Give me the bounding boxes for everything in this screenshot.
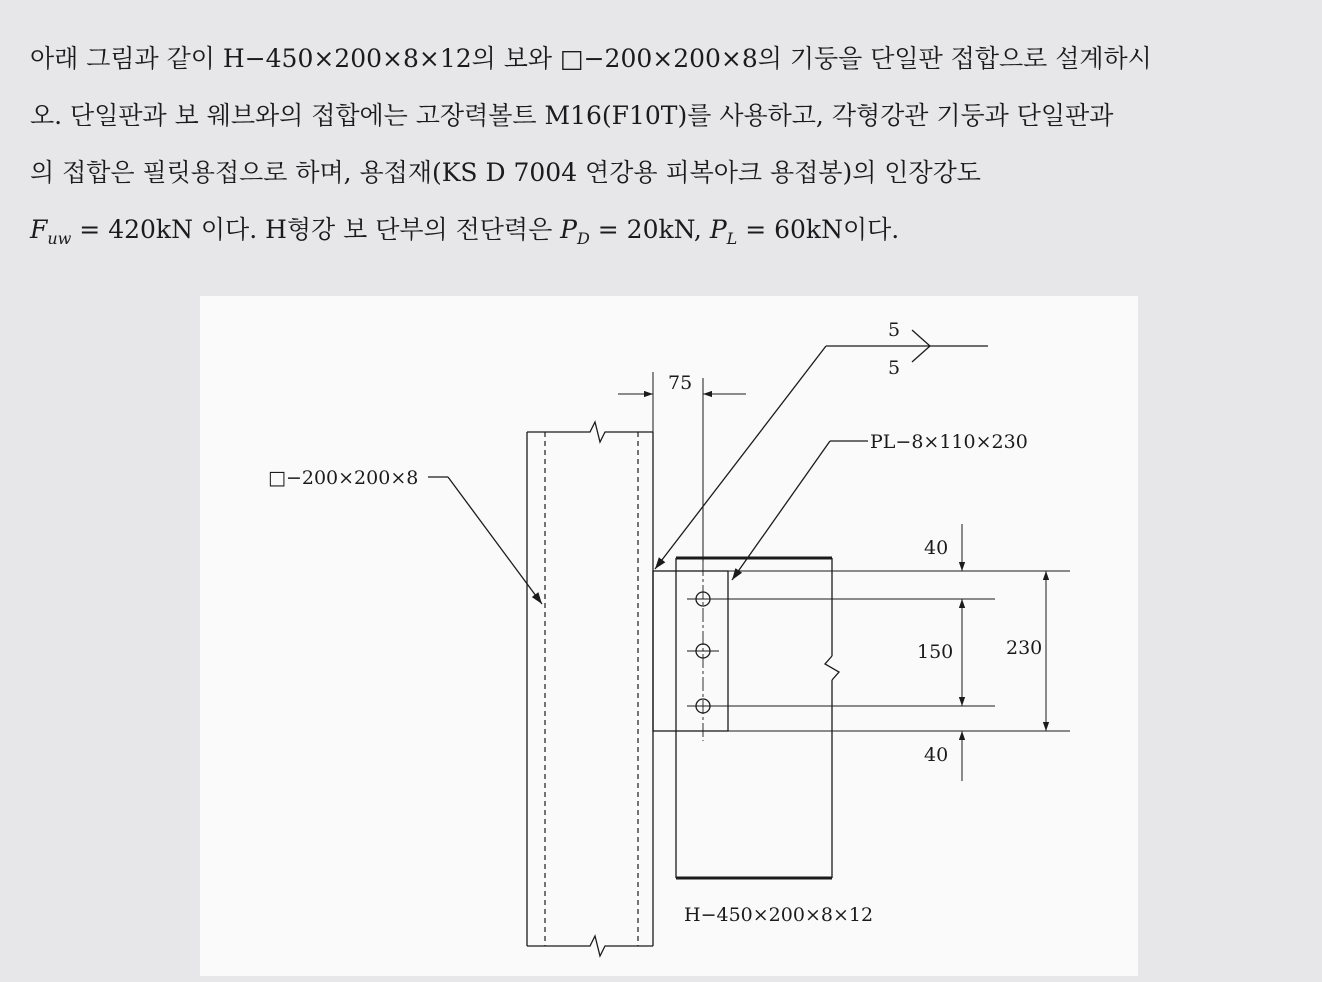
problem-statement	[30, 30, 1302, 267]
column-label: □−200×200×8	[268, 467, 419, 489]
problem-line-4	[30, 201, 1302, 267]
column-callout	[268, 467, 542, 604]
pd-symbol: P	[560, 215, 577, 244]
fuw-subscript: uw	[47, 229, 72, 248]
weld-size-bottom: 5	[888, 357, 901, 379]
problem-line-1: 아래 그림과 같이 H−450×200×8×12의 보와 □−200×200×8의 기둥을 단일판 접합으로 설계하시	[30, 44, 1152, 73]
beam-break-mark	[825, 656, 839, 680]
dim-edge-top-label: 40	[924, 537, 949, 559]
pl-symbol: P	[709, 215, 727, 244]
dim-pitch-label: 150	[917, 641, 954, 663]
pl-subscript: L	[726, 229, 738, 248]
column-bottom-break	[527, 936, 653, 956]
problem-line-3: 의 접합은 필릿용접으로 하며, 용접재(KS D 7004 연강용 피복아크 용접봉)의 인장강도	[30, 158, 981, 187]
dim-plate-length-label: 230	[1006, 637, 1043, 659]
dim-edge-bottom-label: 40	[924, 744, 949, 766]
weld-size-top: 5	[888, 319, 901, 341]
pl-value: = 60kN이다.	[737, 215, 900, 244]
column-leader	[448, 477, 542, 604]
connection-figure	[200, 296, 1138, 976]
pd-subscript: D	[577, 229, 590, 248]
vertical-dimensions	[710, 524, 1070, 781]
column	[527, 422, 653, 956]
plate-label: PL−8×110×230	[870, 431, 1028, 453]
pd-value: = 20kN,	[589, 215, 710, 244]
fuw-value: = 420kN 이다. H형강 보 단부의 전단력은	[71, 215, 561, 244]
shear-tab-connection-drawing	[200, 296, 1138, 976]
beam-label: H−450×200×8×12	[684, 904, 874, 926]
column-top-break	[527, 422, 653, 442]
dim-gauge-label: 75	[668, 372, 693, 394]
fuw-symbol: F	[30, 215, 48, 244]
problem-line-2: 오. 단일판과 보 웨브와의 접합에는 고장력볼트 M16(F10T)를 사용하고, 각형강관 기둥과 단일판과	[30, 101, 1114, 130]
